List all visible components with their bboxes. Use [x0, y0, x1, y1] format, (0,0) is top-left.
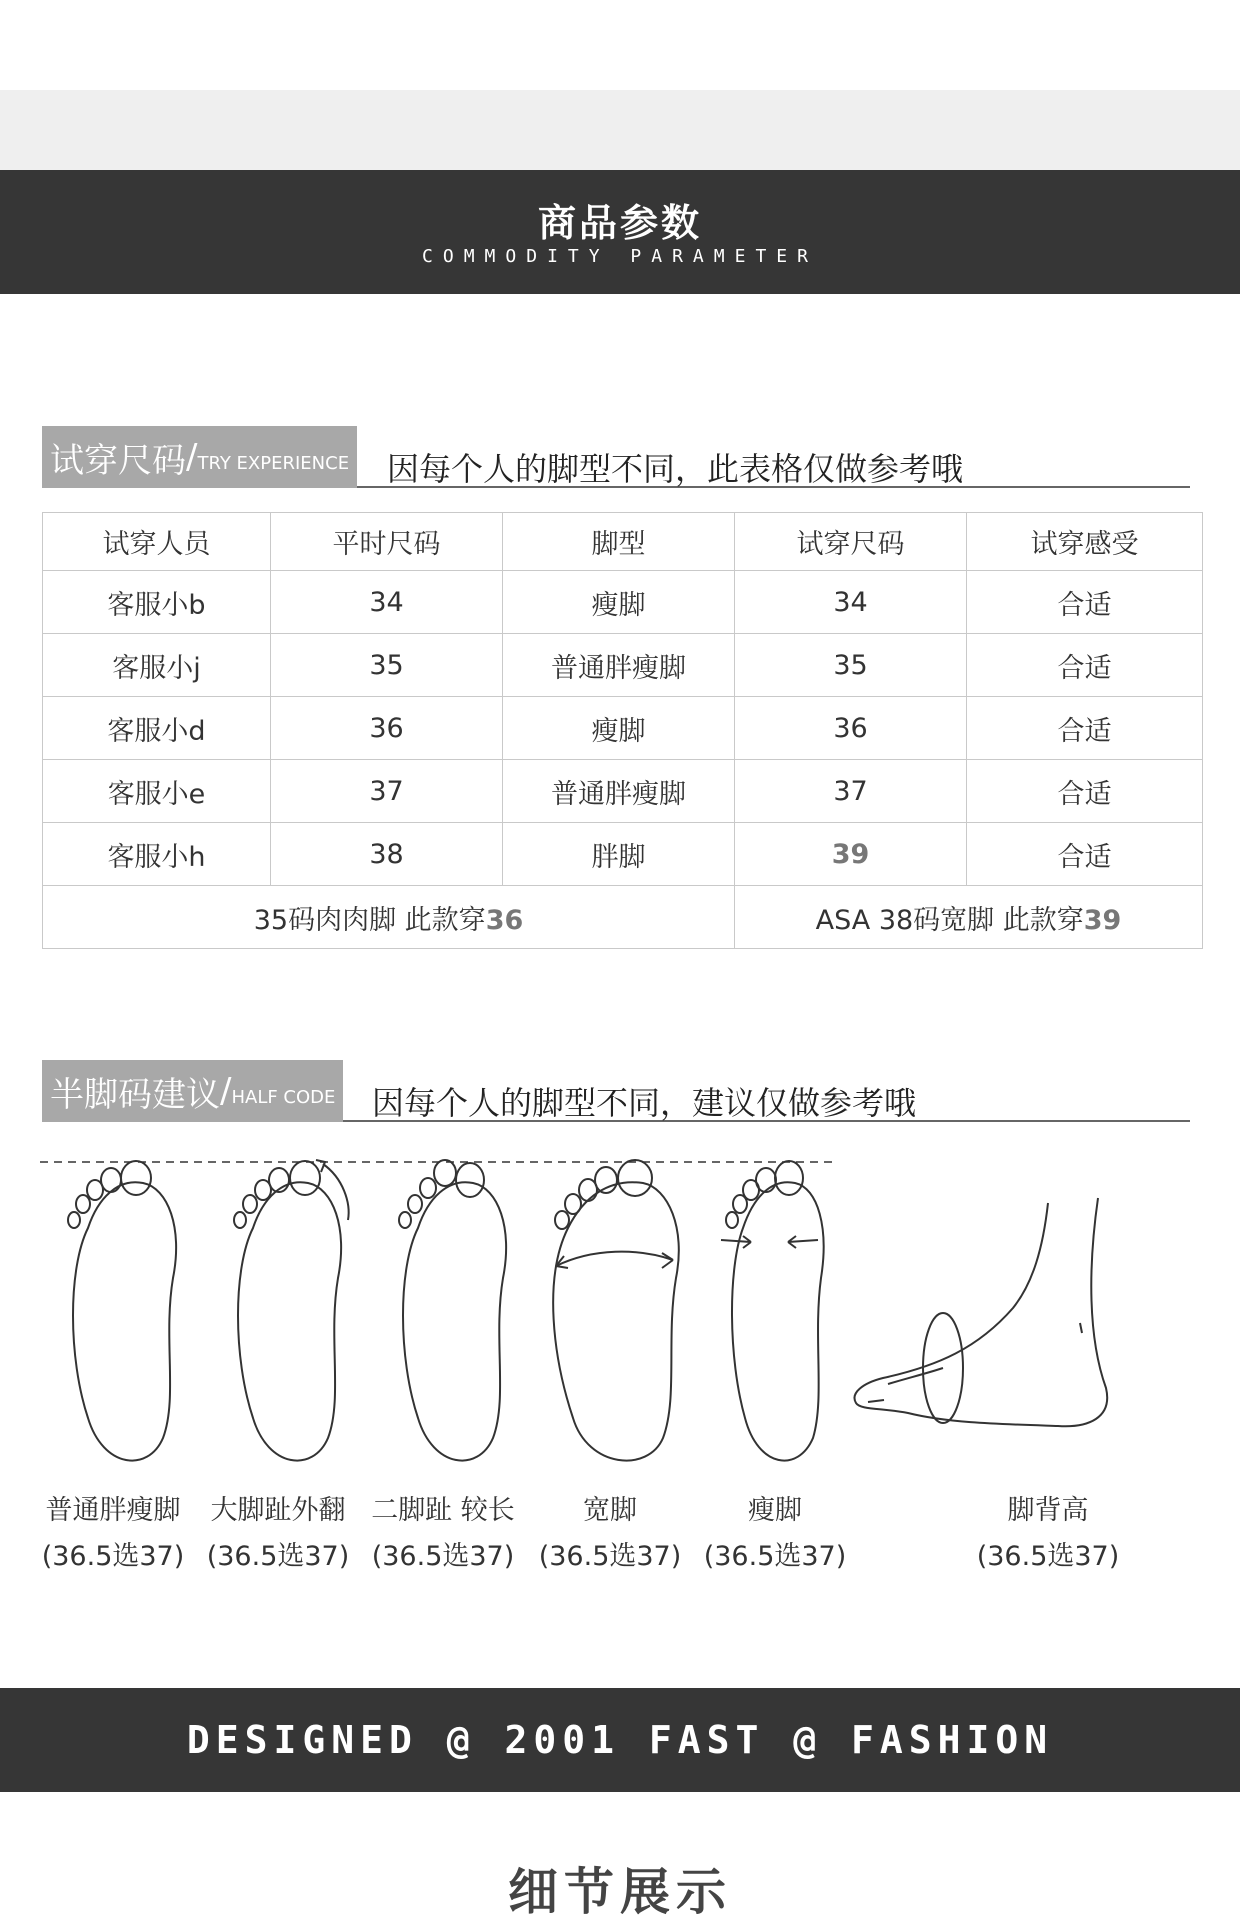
table-cell: 客服小j: [43, 634, 271, 697]
try-experience-tag: [42, 426, 357, 488]
foot-size: (36.5选37): [703, 1541, 847, 1572]
foot-outline-icon: [68, 1161, 176, 1461]
designed-banner: [0, 1688, 1240, 1792]
detail-title: 细节展示: [508, 1863, 732, 1920]
foot-label: 宽脚: [583, 1495, 637, 1526]
size-table: [42, 512, 1203, 949]
table-cell: 瘦脚: [503, 697, 735, 760]
table-footer-row: [43, 886, 1203, 949]
table-cell: 普通胖瘦脚: [503, 760, 735, 823]
table-header-cell: 试穿感受: [967, 513, 1203, 571]
table-row: [43, 697, 1203, 760]
foot-label: 普通胖瘦脚: [45, 1495, 181, 1526]
foot-outline-icon: [399, 1160, 506, 1461]
table-row: [43, 571, 1203, 634]
footer-left-value: 36: [485, 904, 524, 936]
foot-size: (36.5选37): [538, 1541, 682, 1572]
foot-outline-icon: [234, 1160, 349, 1461]
table-cell: 37: [735, 760, 967, 823]
table-header-row: [43, 513, 1203, 571]
table-cell: 34: [735, 571, 967, 634]
table-footer-left: [43, 886, 735, 949]
double-arrow-icon: [556, 1252, 673, 1266]
commodity-parameter-banner: [0, 170, 1240, 294]
table-cell: 合适: [967, 634, 1203, 697]
tag-slash: /: [220, 1071, 232, 1111]
table-cell: 34: [271, 571, 503, 634]
table-cell: 胖脚: [503, 823, 735, 886]
table-cell: 35: [735, 634, 967, 697]
foot-outline-icon: [721, 1161, 824, 1461]
side-foot-icon: [855, 1198, 1108, 1426]
try-experience-header: [42, 426, 1190, 488]
table-cell: 合适: [967, 823, 1203, 886]
table-cell: 36: [271, 697, 503, 760]
top-gray-band: [0, 90, 1240, 170]
tag-title: 试穿尺码: [50, 440, 186, 481]
designed-banner-text: DESIGNED @ 2001 FAST @ FASHION: [186, 1718, 1054, 1762]
table-cell: 瘦脚: [503, 571, 735, 634]
foot-outline-icon: [553, 1160, 679, 1461]
table-cell: 合适: [967, 760, 1203, 823]
table-row: [43, 760, 1203, 823]
table-cell: 35: [271, 634, 503, 697]
table-cell: 客服小e: [43, 760, 271, 823]
table-cell: 38: [271, 823, 503, 886]
banner-subtitle: COMMODITY PARAMETER: [422, 246, 818, 267]
foot-size: (36.5选37): [371, 1541, 515, 1572]
table-cell: 合适: [967, 697, 1203, 760]
table-cell: 客服小b: [43, 571, 271, 634]
table-cell: 普通胖瘦脚: [503, 634, 735, 697]
table-cell: 客服小h: [43, 823, 271, 886]
half-code-header: [42, 1060, 1190, 1122]
foot-label: 脚背高: [1007, 1495, 1089, 1526]
table-header-cell: 平时尺码: [271, 513, 503, 571]
footer-right-value: 39: [1083, 904, 1122, 936]
foot-label: 瘦脚: [748, 1495, 802, 1526]
banner-title: 商品参数: [537, 201, 702, 245]
tag-title: 半脚码建议: [50, 1074, 220, 1115]
feet-drawing: [38, 1148, 1198, 1478]
table-cell: 客服小d: [43, 697, 271, 760]
table-cell: 合适: [967, 571, 1203, 634]
feet-illustrations: [38, 1148, 1198, 1572]
try-experience-note: 因每个人的脚型不同，此表格仅做参考哦: [387, 450, 964, 488]
foot-label: 二脚趾 较长: [371, 1495, 515, 1526]
tag-subtitle: HALF CODE: [231, 1086, 336, 1108]
table-header-cell: 脚型: [503, 513, 735, 571]
foot-size: (36.5选37): [206, 1541, 350, 1572]
table-row: [43, 634, 1203, 697]
foot-label: 大脚趾外翻: [210, 1495, 346, 1526]
tag-slash: /: [186, 437, 198, 477]
table-cell-highlight: 39: [735, 823, 967, 886]
footer-right-text: ASA 38码宽脚 此款穿: [815, 904, 1084, 936]
foot-size: (36.5选37): [976, 1541, 1120, 1572]
table-cell: 37: [271, 760, 503, 823]
half-code-tag: [42, 1060, 343, 1122]
half-code-note: 因每个人的脚型不同，建议仅做参考哦: [372, 1084, 917, 1122]
table-row: [43, 823, 1203, 886]
table-cell: 36: [735, 697, 967, 760]
table-footer-right: [735, 886, 1203, 949]
table-header-cell: 试穿尺码: [735, 513, 967, 571]
footer-left-text: 35码肉肉脚 此款穿: [253, 904, 486, 936]
table-header-cell: 试穿人员: [43, 513, 271, 571]
foot-size: (36.5选37): [41, 1541, 185, 1572]
tag-subtitle: TRY EXPERIENCE: [197, 452, 350, 474]
inward-arrows-icon: [721, 1236, 751, 1248]
